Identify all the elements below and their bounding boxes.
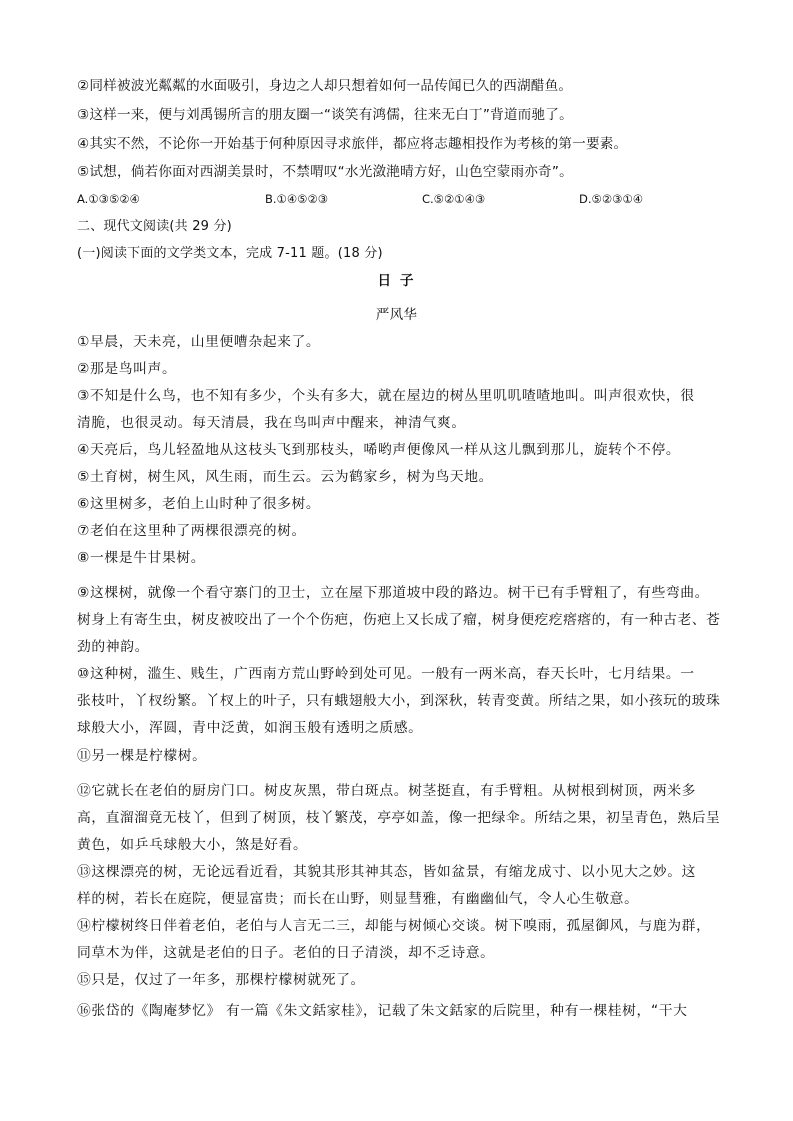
article-line: ⑮只是，仅过了一年多，那棵柠檬树就死了。 (77, 972, 365, 988)
article-line: ⑫它就长在老伯的厨房门口。树皮灰黑，带白斑点。树茎挺直，有手臂粗。从树根到树顶，两米多 (77, 783, 697, 799)
question-sentence: ③这样一来，便与刘禹锡所言的朋友圈一“谈笑有鸿儒，往来无白丁”背道而驰了。 (77, 107, 573, 123)
sub-instruction: (一)阅读下面的文学类文本，完成 7-11 题。(18 分) (77, 246, 383, 261)
answer-option-b: B.①④⑤②③ (265, 192, 329, 206)
article-line: 清脆，也很灵动。每天清晨，我在鸟叫声中醒来，神清气爽。 (77, 415, 466, 431)
article-line: ⑨这棵树，就像一个看守寨门的卫士，立在屋下那道坡中段的路边。树干已有手臂粗了，有些弯曲。 (77, 585, 710, 601)
article-line: ⑬这棵漂亮的树，无论远看近看，其貌其形其神其态，皆如盆景，有缩龙成寸、以小见大之妙。这 (77, 864, 697, 880)
article-line: 高，直溜溜竟无枝丫，但到了树顶，枝丫繁茂，亭亭如盖，像一把绿伞。所结之果，初呈青色，熟后呈 (77, 810, 721, 826)
article-line: 样的树，若长在庭院，便显富贵；而长在山野，则显彗雅，有幽幽仙气，令人心生敬意。 (77, 891, 639, 907)
article-author: 严风华 (375, 307, 418, 323)
article-line: ⑥这里树多，老伯上山时种了很多树。 (77, 496, 321, 512)
article-title: 日 子 (377, 273, 416, 289)
article-line: 张枝叶，丫杈纷繁。丫杈上的叶子，只有蛾翅般大小，到深秋，转青变黄。所结之果，如小孩玩的玻珠 (77, 693, 721, 709)
article-line: ①早晨，天未亮，山里便嘈杂起来了。 (77, 334, 321, 350)
question-sentence: ⑤试想，倘若你面对西湖美景时，不禁喟叹“水光潋滟晴方好，山色空蒙雨亦奇”。 (77, 164, 573, 180)
article-line: ③不知是什么鸟，也不知有多少，个头有多大，就在屋边的树丛里叽叽喳喳地叫。叫声很欢快，很 (77, 388, 695, 404)
article-line: 树身上有寄生虫，树皮被咬出了一个个伤疤，伤疤上又长成了瘤，树身便疙疙瘩瘩的，有一种古老、苍 (77, 612, 721, 628)
article-line: 球般大小，浑圆，青中泛黄，如润玉般有透明之质感。 (77, 720, 423, 736)
article-line: ④天亮后，鸟儿轻盈地从这枝头飞到那枝头，唏哟声便像风一样从这儿飘到那儿，旋转个不停。 (77, 442, 681, 458)
question-sentence: ④其实不然，不论你一开始基于何种原因寻求旅伴，都应将志趣相投作为考核的第一要素。 (77, 136, 628, 152)
answer-option-a: A.①③⑤②④ (77, 192, 140, 206)
answer-option-d: D.⑤②③①④ (579, 192, 644, 206)
question-sentence: ②同样被波光粼粼的水面吸引，身边之人却只想着如何一品传闻已久的西湖醋鱼。 (77, 78, 573, 94)
article-line: ⑧一棵是牛甘果树。 (77, 550, 206, 566)
article-line: 劲的神韵。 (77, 639, 149, 655)
article-line: 同草木为伴，这就是老伯的日子。老伯的日子清淡，却不乏诗意。 (77, 945, 495, 961)
article-line: 黄色，如乒乓球般大小，煞是好看。 (77, 837, 308, 853)
article-line: ⑩这种树，滥生、贱生，广西南方荒山野岭到处可见。一般有一两米高，春天长叶，七月结果。一 (77, 666, 695, 682)
article-line: ⑭柠檬树终日伴着老伯，老伯与人言无二三，却能与树倾心交谈。树下嗅雨，孤屋御风，与鹿为群， (77, 918, 711, 934)
article-line: ⑤土育树，树生风，风生雨，而生云。云为鹤家乡，树为鸟天地。 (77, 469, 494, 485)
article-line: ②那是鸟叫声。 (77, 361, 177, 377)
article-line: ⑪另一棵是柠檬树。 (77, 748, 207, 764)
article-line: ⑯张岱的《陶庵梦忆》 有一篇《朱文銛家桂》，记载了朱文銛家的后院里，种有一棵桂树，“干大 (77, 1003, 688, 1019)
article-line: ⑦老伯在这里种了两棵很漂亮的树。 (77, 523, 306, 539)
answer-option-c: C.⑤②①④③ (422, 192, 486, 206)
section-title: 二、现代文阅读(共 29 分) (77, 219, 232, 234)
